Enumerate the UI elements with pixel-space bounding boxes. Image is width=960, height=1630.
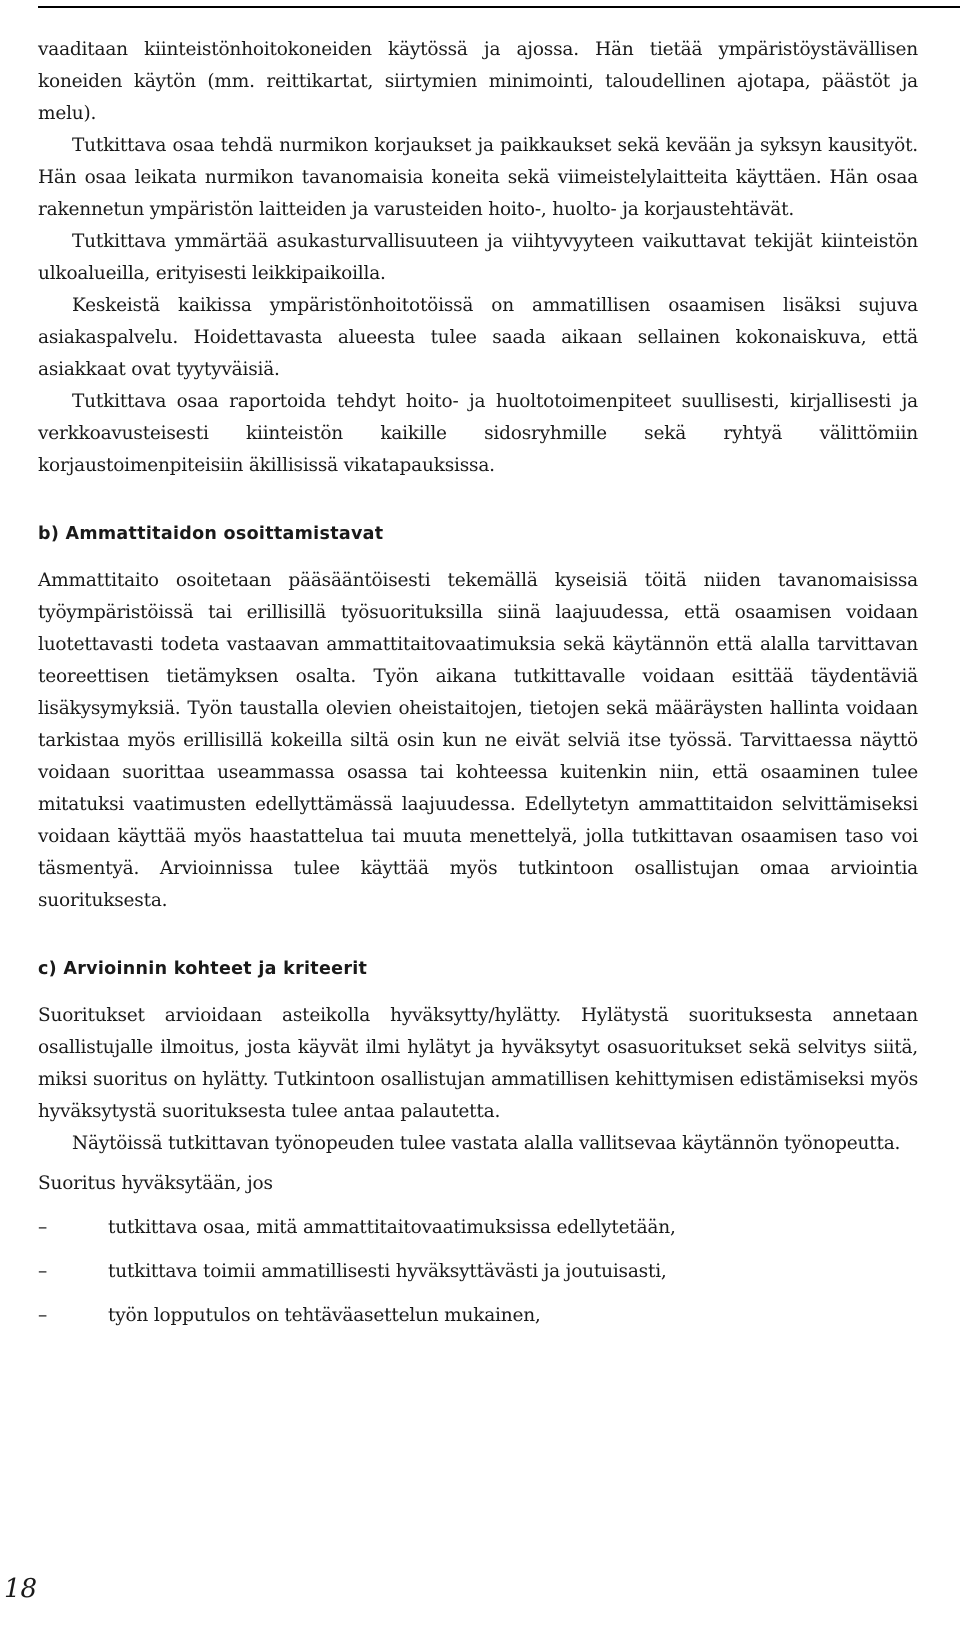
section-b-paragraph: Ammattitaito osoitetaan pääsääntöisesti tekemällä kyseisiä töitä niiden tavanomaisissa työympäristöissä tai erillisillä työsuorituksilla siinä laajuudessa, että osaamisen voidaan luotettavasti todeta vastaavan ammattitaitovaatimuksia sekä käytännön että alalla tarvittavan teoreettisen tietämyksen osalta. Työn aikana tutkittavalle voidaan esittää täydentäviä lisäkysymyksiä. Työn taustalla olevien oheistaitojen, tietojen sekä määräysten hallinta voidaan tarkistaa myös erillisillä kokeilla siltä osin kun ne eivät selviä itse työssä. Tarvittaessa näyttö voidaan suorittaa useammassa osassa tai kohteessa kuitenkin niin, että osaaminen tulee mitatuksi vaatimusten edellyttämässä laajuudessa. Edellytetyn ammattitaidon selvittämiseksi voidaan käyttää myös haastattelua tai muuta menettelyä, jolla tutkittavan osaamisen taso voi täsmentyä. Arvioinnissa tulee käyttää myös tutkintoon osallistujan omaa arviointia suorituksesta. — [38, 570, 918, 911]
section-c-paragraph-work-speed: Näytöissä tutkittavan työnopeuden tulee vastata alalla vallitsevaa käytännön työnopeutta. — [72, 1133, 901, 1154]
criteria-item — [38, 1212, 918, 1244]
section-a — [38, 34, 918, 482]
top-rule — [38, 6, 960, 8]
dash-bullet: – — [38, 1217, 48, 1238]
section-c-heading: c) Arvioinnin kohteet ja kriteerit — [38, 959, 368, 979]
section-b-heading: b) Ammattitaidon osoittamistavat — [38, 524, 384, 544]
paragraph-reporting: Tutkittava osaa raportoida tehdyt hoito- ja huoltotoimenpiteet suullisesti, kirjallisesti ja verkkoavusteisesti kiinteistön kaikille sidosryhmille sekä ryhtyä välittömiin korjaustoimenpiteisiin äkillisissä vikatapauksissa. — [38, 391, 918, 476]
criteria-item-text: tutkittava osaa, mitä ammattitaitovaatimuksissa edellytetään, — [108, 1217, 676, 1238]
paragraph-environmental-machines: vaaditaan kiinteistönhoitokoneiden käytössä ja ajossa. Hän tietää ympäristöystävällisen koneiden käytön (mm. reittikartat, siirtymien minimointi, taloudellinen ajotapa, päästöt ja melu). — [38, 39, 918, 124]
criteria-list — [38, 1212, 918, 1332]
criteria-item-text: tutkittava toimii ammatillisesti hyväksyttävästi ja joutuisasti, — [108, 1261, 667, 1282]
page-number: 18 — [4, 1574, 38, 1604]
paragraph-lawn-care: Tutkittava osaa tehdä nurmikon korjaukset ja paikkaukset sekä kevään ja syksyn kausityöt. Hän osaa leikata nurmikon tavanomaisia koneita sekä viimeistelylaitteita käyttäen. Hän osaa rakennetun ympäristön laitteiden ja varusteiden hoito-, huolto- ja korjaustehtävät. — [38, 135, 918, 220]
dash-bullet: – — [38, 1261, 48, 1282]
criteria-item — [38, 1300, 918, 1332]
section-c-paragraph-grading: Suoritukset arvioidaan asteikolla hyväksytty/hylätty. Hylätystä suorituksesta annetaan osallistujalle ilmoitus, josta käyvät ilmi hylätyt ja hyväksytyt osasuoritukset sekä selvitys siitä, miksi suoritus on hylätty. Tutkintoon osallistujan ammatillisen kehittymisen edistämiseksi myös hyväksytystä suorituksesta tulee antaa palautetta. — [38, 1005, 918, 1122]
section-c-criteria-intro: Suoritus hyväksytään, jos — [38, 1173, 273, 1194]
dash-bullet: – — [38, 1305, 48, 1326]
paragraph-resident-safety: Tutkittava ymmärtää asukasturvallisuuteen ja viihtyvyyteen vaikuttavat tekijät kiinteistön ulkoalueilla, erityisesti leikkipaikoilla. — [38, 231, 918, 284]
criteria-item — [38, 1256, 918, 1288]
paragraph-customer-service: Keskeistä kaikissa ympäristönhoitotöissä on ammatillisen osaamisen lisäksi sujuva asiakaspalvelu. Hoidettavasta alueesta tulee saada aikaan sellainen kokonaiskuva, että asiakkaat ovat tyytyväisiä. — [38, 295, 918, 380]
page-body — [38, 34, 918, 1344]
criteria-item-text: työn lopputulos on tehtäväasettelun mukainen, — [108, 1305, 541, 1326]
